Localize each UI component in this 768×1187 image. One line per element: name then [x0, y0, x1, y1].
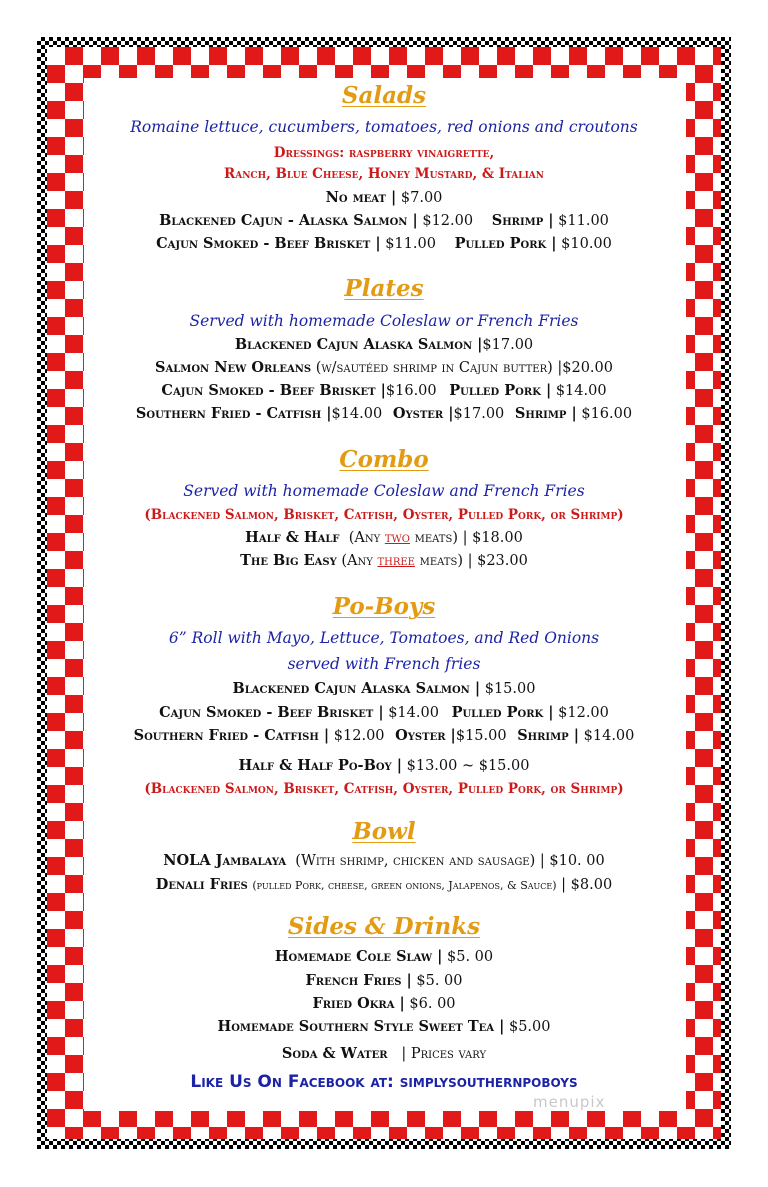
item-price: $14.00 [331, 406, 383, 422]
item-price: $12.00 [422, 213, 474, 229]
combo-choices: (Blackened Salmon, Brisket, Catfish, Oyster, Pulled Pork, or Shrimp) [144, 507, 624, 523]
poboys-row-1 [0, 680, 768, 697]
item-name: Half & Half [245, 529, 340, 546]
item-price: $5. 00 [416, 973, 463, 989]
item-price: $17.00 [482, 337, 534, 353]
item-price: $23.00 [477, 553, 528, 569]
item-note-post: meats) | [419, 553, 473, 569]
item-note: (pulled Pork, cheese, green onions, Jalapenos, & Sauce) [252, 879, 557, 892]
poboys-row-3 [0, 727, 768, 744]
item-name: French Fries | [305, 972, 412, 989]
item-price: $16.00 [581, 406, 633, 422]
sides-row-1 [0, 948, 768, 965]
item-price: |$20.00 [557, 360, 613, 376]
item-name: No meat | [325, 189, 397, 206]
item-price: $14.00 [388, 705, 439, 721]
salads-dressings-line1: Dressings: raspberry vinaigrette, [273, 145, 495, 161]
item-name: The Big Easy [240, 552, 337, 569]
item-name: NOLA Jambalaya [163, 852, 287, 869]
salads-dressings-line2: Ranch, Blue Cheese, Honey Mustard, & Italian [224, 166, 544, 182]
item-name: Pulled Pork | [451, 704, 554, 721]
poboys-description-2: served with French fries [287, 655, 481, 673]
salads-row-1 [0, 212, 768, 229]
item-name: Oyster | [392, 405, 454, 422]
item-note-qty: two [384, 530, 410, 546]
item-price: $16.00 [385, 383, 437, 399]
item-price: $15.00 [484, 681, 536, 697]
item-name: Pulled Pork | [449, 382, 552, 399]
item-name: Cajun Smoked - Beef Brisket | [159, 704, 384, 721]
item-price: $15.00 [455, 728, 507, 744]
item-name: Shrimp | [517, 727, 580, 744]
sides-row-4 [0, 1018, 768, 1035]
item-name: Cajun Smoked - Beef Brisket | [161, 382, 386, 399]
item-price: $6. 00 [409, 996, 456, 1012]
watermark: menupix [533, 1093, 606, 1111]
item-name: Oyster | [395, 727, 456, 744]
item-price: $5. 00 [447, 949, 494, 965]
item-name: Salmon New Orleans [154, 359, 312, 376]
combo-easy-row [0, 552, 768, 569]
item-note: (With shrimp, chicken and sausage) | [295, 853, 545, 869]
salads-no-meat-row [0, 189, 768, 206]
bowl-row-1 [0, 852, 768, 869]
item-name: Half & Half Po-Boy | [238, 757, 403, 774]
item-name: Cajun Smoked - Beef Brisket | [156, 235, 381, 252]
poboys-title: Po-Boys [332, 593, 436, 620]
item-note-pre: (Any [341, 553, 373, 569]
item-name: Southern Fried - Catfish | [135, 405, 332, 422]
plates-row-3 [0, 382, 768, 399]
sides-row-3 [0, 995, 768, 1012]
item-price: $11.00 [385, 236, 436, 252]
plates-title: Plates [344, 275, 424, 302]
item-note-qty: three [377, 553, 415, 569]
item-name: Shrimp | [514, 405, 577, 422]
item-price: | Prices vary [401, 1046, 487, 1062]
salads-title: Salads [341, 82, 427, 109]
item-price: $5.00 [508, 1019, 551, 1035]
sides-row-2 [0, 972, 768, 989]
item-price: $10. 00 [549, 853, 605, 869]
item-name: Fried Okra | [312, 995, 405, 1012]
bowl-title: Bowl [352, 818, 416, 845]
plates-row-4 [0, 405, 768, 422]
item-note-post: meats) | [414, 530, 468, 546]
item-name: Blackened Cajun - Alaska Salmon | [159, 212, 418, 229]
item-price: | $8.00 [561, 877, 613, 893]
sides-row-5 [0, 1045, 768, 1062]
item-price: $7.00 [400, 190, 443, 206]
plates-row-1 [0, 336, 768, 353]
combo-title: Combo [339, 446, 429, 473]
item-price: $18.00 [472, 530, 523, 546]
salads-description: Romaine lettuce, cucumbers, tomatoes, red onions and croutons [130, 118, 638, 136]
poboys-description-1: 6” Roll with Mayo, Lettuce, Tomatoes, and Red Onions [168, 629, 600, 647]
item-name: Blackened Cajun Alaska Salmon | [234, 336, 483, 353]
item-name: Southern Fried - Catfish | [133, 727, 330, 744]
combo-half-row [0, 529, 768, 546]
item-note-pre: (Any [348, 530, 381, 546]
plates-description: Served with homemade Coleslaw or French Fries [189, 312, 579, 330]
item-price: $14.00 [555, 383, 607, 399]
item-note: (w/sautéed shrimp in Cajun butter) [315, 360, 553, 376]
item-name: Shrimp | [491, 212, 554, 229]
item-price: $17.00 [453, 406, 505, 422]
item-name: Homemade Southern Style Sweet Tea | [217, 1018, 505, 1035]
item-name: Soda & Water [281, 1045, 388, 1062]
item-price: $14.00 [583, 728, 635, 744]
item-price: $10.00 [561, 236, 612, 252]
item-price: $12.00 [558, 705, 609, 721]
plates-row-2 [0, 359, 768, 376]
salads-row-2 [0, 235, 768, 252]
bowl-row-2 [0, 876, 768, 893]
item-name: Homemade Cole Slaw | [274, 948, 443, 965]
item-name: Denali Fries [155, 876, 248, 893]
poboys-choices: (Blackened Salmon, Brisket, Catfish, Oyster, Pulled Pork, or Shrimp) [144, 781, 624, 797]
item-name: Blackened Cajun Alaska Salmon | [232, 680, 481, 697]
poboys-row-2 [0, 704, 768, 721]
combo-description: Served with homemade Coleslaw and French Fries [183, 482, 585, 500]
item-price: $12.00 [333, 728, 385, 744]
item-price: $13.00 ~ $15.00 [406, 758, 530, 774]
item-name: Pulled Pork | [454, 235, 557, 252]
item-price: $11.00 [558, 213, 609, 229]
sides-title: Sides & Drinks [287, 913, 481, 940]
facebook-link[interactable]: Like Us On Facebook at: simplysouthernpoboys [190, 1072, 578, 1092]
poboys-half-row [0, 757, 768, 774]
